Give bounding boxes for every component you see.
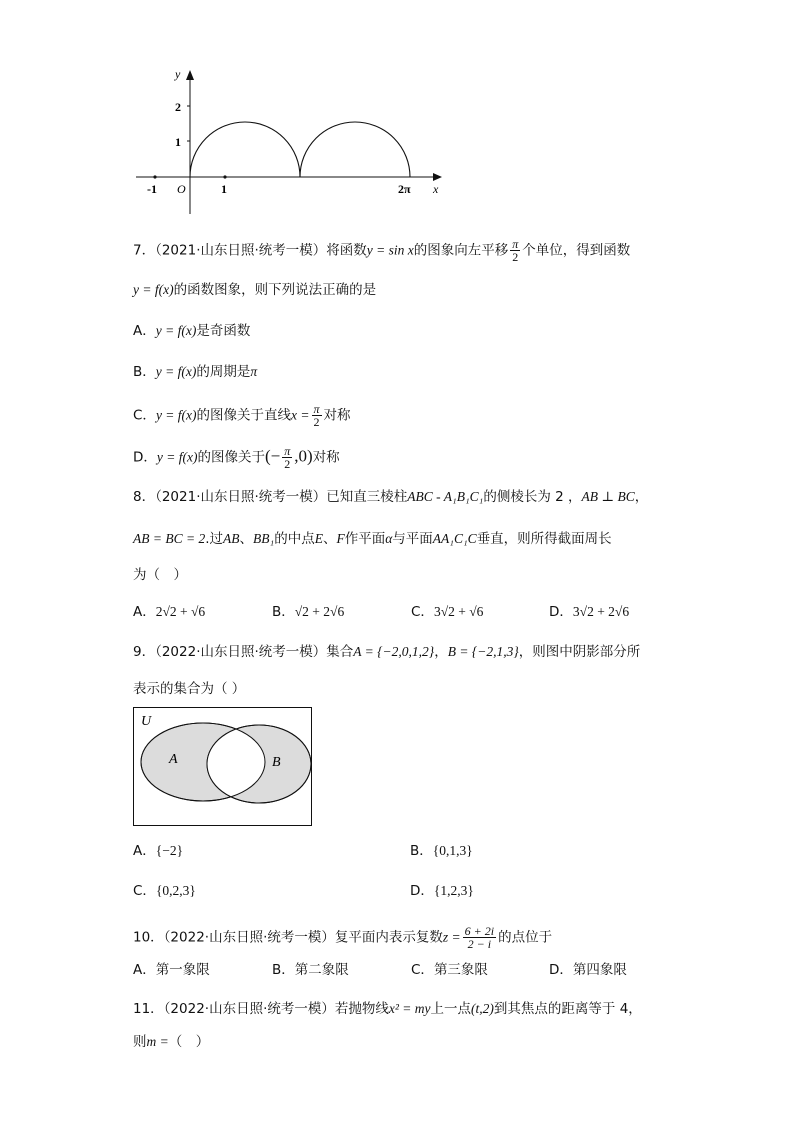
option-label: D． <box>549 604 573 620</box>
q7-source: （2021·山东日照·统考一模） <box>155 242 327 259</box>
option-value: {1,2,3} <box>433 883 474 898</box>
q10-option-a[interactable] <box>133 961 210 979</box>
venn-diagram <box>133 707 315 827</box>
q7-shift-frac <box>510 238 520 263</box>
q8-plane: AA₁C₁C <box>432 531 477 546</box>
option-text: 的图像关于 <box>197 449 265 466</box>
q10-line1 <box>133 925 552 950</box>
point-open: (− <box>265 446 281 466</box>
option-value: {0,2,3} <box>155 883 196 898</box>
option-func: y = f(x) <box>155 323 197 338</box>
venn-label-a: A <box>169 752 178 767</box>
q8-line2-g: 垂直，则所得截面周长 <box>476 531 612 547</box>
frac-num: π <box>313 402 320 416</box>
q7-shift-den: 2 <box>512 250 519 264</box>
option-label: B． <box>133 364 156 380</box>
option-func: y = f(x) <box>155 364 197 379</box>
q11-m: m = <box>146 1034 169 1049</box>
option-label: D． <box>133 449 157 466</box>
q8-option-b[interactable] <box>272 603 344 621</box>
option-label: B． <box>272 604 295 620</box>
q11-text-c: 到其焦点的距离等于 4， <box>493 1001 642 1017</box>
q10-option-b[interactable] <box>272 961 349 979</box>
q8-option-c[interactable] <box>411 603 483 621</box>
q9-option-c[interactable] <box>133 882 196 900</box>
q11-source: （2022·山东日照·统考一模） <box>163 1001 335 1017</box>
option-value: 第一象限 <box>155 962 210 978</box>
tick-x1-dot <box>223 175 226 178</box>
q8-alpha: α <box>385 531 393 546</box>
option-tail: 对称 <box>323 407 351 424</box>
q7-shift-num: π <box>512 237 519 251</box>
option-frac <box>282 445 292 470</box>
q10-num: 6 + 2i <box>464 924 495 938</box>
q7-line2 <box>133 281 376 299</box>
option-eq: x = <box>291 407 310 423</box>
option-value: 第三象限 <box>433 962 488 978</box>
x-axis-arrow <box>433 173 442 181</box>
y-axis-arrow <box>186 70 194 80</box>
option-func: y = f(x) <box>155 407 197 423</box>
venn-label-b: B <box>272 755 281 770</box>
q9-option-d[interactable] <box>410 882 474 900</box>
semicircle-graph <box>130 62 450 222</box>
option-text: 是奇函数 <box>196 323 251 339</box>
option-label: C． <box>133 407 156 424</box>
q7-option-d[interactable] <box>133 445 340 470</box>
q9-option-a[interactable] <box>133 842 183 860</box>
semicircle-right <box>300 122 410 177</box>
option-value: {−2} <box>155 843 184 858</box>
tick-label-xm1: -1 <box>147 182 157 196</box>
option-value: {0,1,3} <box>432 843 473 858</box>
option-frac <box>312 403 322 428</box>
q9-text-c: ，则图中阴影部分所 <box>518 644 641 660</box>
q7-func: y = sin x <box>366 242 414 258</box>
option-value: 3√2 + 2√6 <box>572 604 630 619</box>
q8-line3: 为（ ） <box>133 567 187 583</box>
q11-number: 11． <box>133 1001 164 1017</box>
q9-number: 9． <box>133 644 156 660</box>
q8-line2-c: 的中点 <box>274 531 315 547</box>
option-label: B． <box>410 843 433 859</box>
q10-text-a: 复平面内表示复数 <box>334 929 443 946</box>
q8-option-d[interactable] <box>549 603 629 621</box>
q8-line2-b: 、 <box>239 531 254 547</box>
q11-line2-a: 则 <box>133 1034 147 1050</box>
x-axis-label: x <box>433 182 439 196</box>
q7-text-b: 的图象向左平移 <box>413 242 509 259</box>
frac-den: 2 <box>284 457 291 471</box>
frac-den: 2 <box>313 415 320 429</box>
q7-line1 <box>133 238 630 263</box>
q7-text-c: 个单位，得到函数 <box>522 242 631 259</box>
option-label: A． <box>133 962 156 978</box>
q8-line1-a: 已知直三棱柱 <box>326 489 408 505</box>
option-label: B． <box>272 962 295 978</box>
q11-line2-b: （ ） <box>168 1034 210 1050</box>
option-label: D． <box>410 883 434 899</box>
option-label: C． <box>411 962 434 978</box>
q8-f: F <box>336 531 345 546</box>
option-value: 3√2 + √6 <box>433 604 484 619</box>
q8-perp: AB ⊥ BC <box>581 489 635 504</box>
option-text: 的图像关于直线 <box>196 407 292 424</box>
q10-number: 10． <box>133 929 164 946</box>
tick-label-y1: 1 <box>175 135 181 149</box>
q10-source: （2022·山东日照·统考一模） <box>163 929 335 946</box>
option-label: A． <box>133 843 156 859</box>
q8-line2-d: 、 <box>322 531 337 547</box>
frac-num: π <box>284 444 291 458</box>
tick-label-x1: 1 <box>221 182 227 196</box>
q10-option-c[interactable] <box>411 961 488 979</box>
q9-line1 <box>133 643 640 661</box>
semicircle-left <box>190 122 300 177</box>
q8-eq: AB = BC = 2 <box>133 531 206 546</box>
q10-frac <box>463 925 496 950</box>
q9-option-b[interactable] <box>410 842 473 860</box>
tick-xm1-dot <box>153 175 156 178</box>
option-label: C． <box>133 883 156 899</box>
q8-prism: ABC - A₁B₁C₁ <box>407 489 484 504</box>
origin-label: O <box>177 182 186 196</box>
q8-line2 <box>133 530 612 548</box>
venn-label-u: U <box>141 714 152 729</box>
option-text: 的周期是 <box>196 364 251 380</box>
q7-option-b[interactable] <box>133 363 257 381</box>
q9-text-a: 集合 <box>326 644 354 660</box>
q10-den: 2 − i <box>467 937 492 951</box>
q8-line2-f: 与平面 <box>392 531 433 547</box>
q11-parabola: x² = my <box>388 1001 431 1016</box>
q10-text-b: 的点位于 <box>498 929 553 946</box>
q8-line2-e: 作平面 <box>344 531 386 547</box>
q7-number: 7． <box>133 242 156 259</box>
option-label: A． <box>133 604 156 620</box>
point-close: ,0) <box>294 446 313 466</box>
q8-source: （2021·山东日照·统考一模） <box>155 489 327 505</box>
q9-line2: 表示的集合为（ ） <box>133 681 246 697</box>
q8-line1 <box>133 488 648 506</box>
q8-ab: AB <box>223 531 240 546</box>
option-value: 2√2 + √6 <box>155 604 206 619</box>
q11-line2 <box>133 1033 209 1051</box>
q10-option-d[interactable] <box>549 961 627 979</box>
q9-set-a: A = {−2,0,1,2} <box>353 644 435 659</box>
q7-text-a: 将函数 <box>326 242 367 259</box>
q7-line2-func: y = f(x) <box>133 282 174 297</box>
q11-point: (t,2) <box>471 1001 494 1016</box>
q9-source: （2022·山东日照·统考一模） <box>155 644 327 660</box>
option-value: √2 + 2√6 <box>294 604 345 619</box>
q9-text-b: ， <box>434 644 448 660</box>
q8-number: 8． <box>133 489 156 505</box>
q7-option-a[interactable] <box>133 322 250 340</box>
q8-line1-b: 的侧棱长为 2 ， <box>483 489 582 505</box>
option-label: A． <box>133 323 156 339</box>
q11-text-a: 若抛物线 <box>334 1001 389 1017</box>
q11-text-b: 上一点 <box>430 1001 472 1017</box>
tick-label-y2: 2 <box>175 100 181 114</box>
option-tail: π <box>250 364 258 379</box>
tick-label-2pi: 2π <box>398 182 411 196</box>
q11-line1 <box>133 1000 642 1018</box>
q8-line2-a: .过 <box>205 531 224 547</box>
option-tail: 对称 <box>312 449 340 466</box>
q8-e: E <box>314 531 323 546</box>
q8-bb1: BB₁ <box>253 531 275 546</box>
q9-set-b: B = {−2,1,3} <box>447 644 519 659</box>
option-label: D． <box>549 962 573 978</box>
q10-z: z = <box>442 929 461 945</box>
q8-line1-c: ， <box>634 489 649 505</box>
q7-option-c[interactable] <box>133 403 351 428</box>
q7-line2-text: 的函数图象，则下列说法正确的是 <box>173 282 377 298</box>
q8-option-a[interactable] <box>133 603 205 621</box>
y-axis-label: y <box>175 67 181 81</box>
option-func: y = f(x) <box>156 449 198 465</box>
option-label: C． <box>411 604 434 620</box>
option-value: 第二象限 <box>294 962 349 978</box>
option-value: 第四象限 <box>572 962 627 978</box>
